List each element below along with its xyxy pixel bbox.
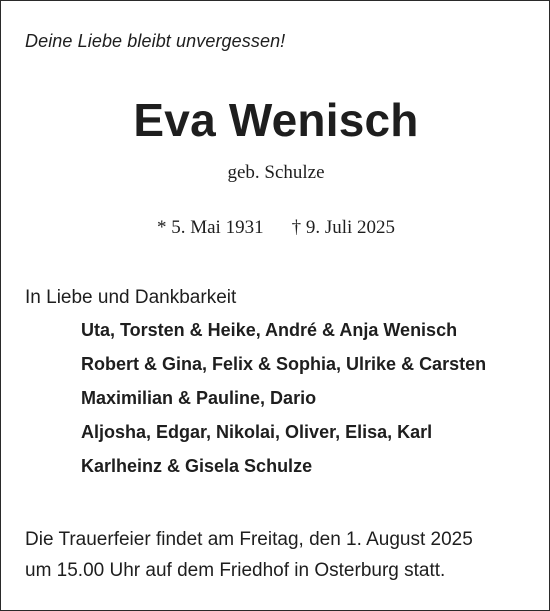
- maiden-name: geb. Schulze: [227, 162, 325, 183]
- ceremony-info: [25, 524, 535, 586]
- ceremony-line: Die Trauerfeier findet am Freitag, den 1. August 2025: [25, 529, 473, 550]
- mourner-line: Maximilian & Pauline, Dario: [81, 388, 317, 408]
- mourner-line: Karlheinz & Gisela Schulze: [81, 456, 313, 476]
- mourner-line: Aljosha, Edgar, Nikolai, Oliver, Elisa, Karl: [81, 422, 433, 442]
- motto: Deine Liebe bleibt unvergessen!: [25, 31, 286, 51]
- birth-date: * 5. Mai 1931: [156, 217, 264, 238]
- deceased-name: Eva Wenisch: [133, 94, 419, 146]
- mourners-list: [81, 319, 486, 489]
- death-date: † 9. Juli 2025: [291, 217, 396, 238]
- ceremony-line: um 15.00 Uhr auf dem Friedhof in Osterburg statt.: [25, 560, 446, 581]
- mourners-intro: In Liebe und Dankbarkeit: [25, 287, 237, 308]
- mourner-line: Uta, Torsten & Heike, André & Anja Wenisch: [81, 320, 458, 340]
- mourner-line: Robert & Gina, Felix & Sophia, Ulrike & Carsten: [81, 354, 487, 374]
- life-dates: [1, 217, 550, 239]
